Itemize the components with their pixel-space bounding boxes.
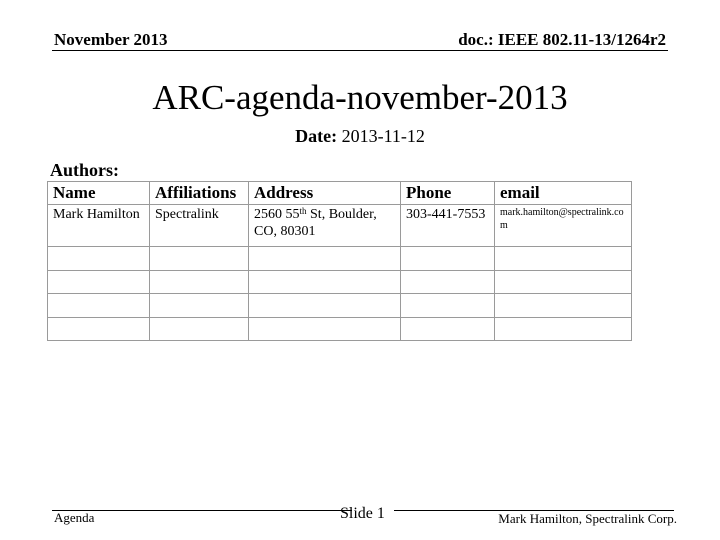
empty-cell — [495, 317, 632, 340]
table-row — [48, 294, 632, 317]
empty-cell — [495, 294, 632, 317]
empty-cell — [150, 270, 249, 293]
empty-cell — [150, 247, 249, 270]
header-rule — [52, 50, 668, 51]
slide-title: ARC-agenda-november-2013 — [152, 78, 568, 117]
date-value: 2013-11-12 — [341, 126, 425, 146]
table-row — [48, 205, 632, 247]
empty-cell — [48, 317, 150, 340]
authors-label: Authors: — [50, 160, 120, 180]
cell-affiliation: Spectralink — [150, 205, 249, 247]
empty-cell — [401, 247, 495, 270]
empty-cell — [150, 317, 249, 340]
slide-number: Slide 1 — [340, 505, 385, 522]
authors-table — [47, 181, 632, 341]
column-header-name: Name — [48, 182, 150, 205]
header-doc-id: doc.: IEEE 802.11-13/1264r2 — [458, 30, 666, 49]
address-superscript: th — [299, 206, 307, 217]
cell-email: mark.hamilton@spectralink.com — [495, 205, 632, 247]
empty-cell — [48, 247, 150, 270]
empty-cell — [495, 270, 632, 293]
column-header-phone: Phone — [401, 182, 495, 205]
cell-address — [249, 205, 401, 247]
empty-cell — [495, 247, 632, 270]
empty-cell — [401, 317, 495, 340]
empty-cell — [249, 317, 401, 340]
header-date: November 2013 — [54, 30, 168, 49]
footer-left: Agenda — [54, 510, 95, 525]
column-header-affiliations: Affiliations — [150, 182, 249, 205]
empty-cell — [150, 294, 249, 317]
empty-cell — [401, 270, 495, 293]
table-row — [48, 317, 632, 340]
table-header-row — [48, 182, 632, 205]
column-header-address: Address — [249, 182, 401, 205]
empty-cell — [48, 270, 150, 293]
table-row — [48, 247, 632, 270]
empty-cell — [249, 294, 401, 317]
empty-cell — [249, 270, 401, 293]
empty-cell — [401, 294, 495, 317]
cell-phone: 303-441-7553 — [401, 205, 495, 247]
footer-author: Mark Hamilton, Spectralink Corp. — [498, 511, 677, 526]
column-header-email: email — [495, 182, 632, 205]
address-prefix: 2560 55 — [254, 207, 300, 223]
date-line — [0, 126, 720, 147]
cell-name: Mark Hamilton — [48, 205, 150, 247]
address-suffix: St, Boulder, CO, 80301 — [254, 207, 377, 240]
date-label: Date: — [295, 126, 338, 146]
empty-cell — [249, 247, 401, 270]
footer-rule-left — [52, 510, 352, 511]
table-row — [48, 270, 632, 293]
empty-cell — [48, 294, 150, 317]
